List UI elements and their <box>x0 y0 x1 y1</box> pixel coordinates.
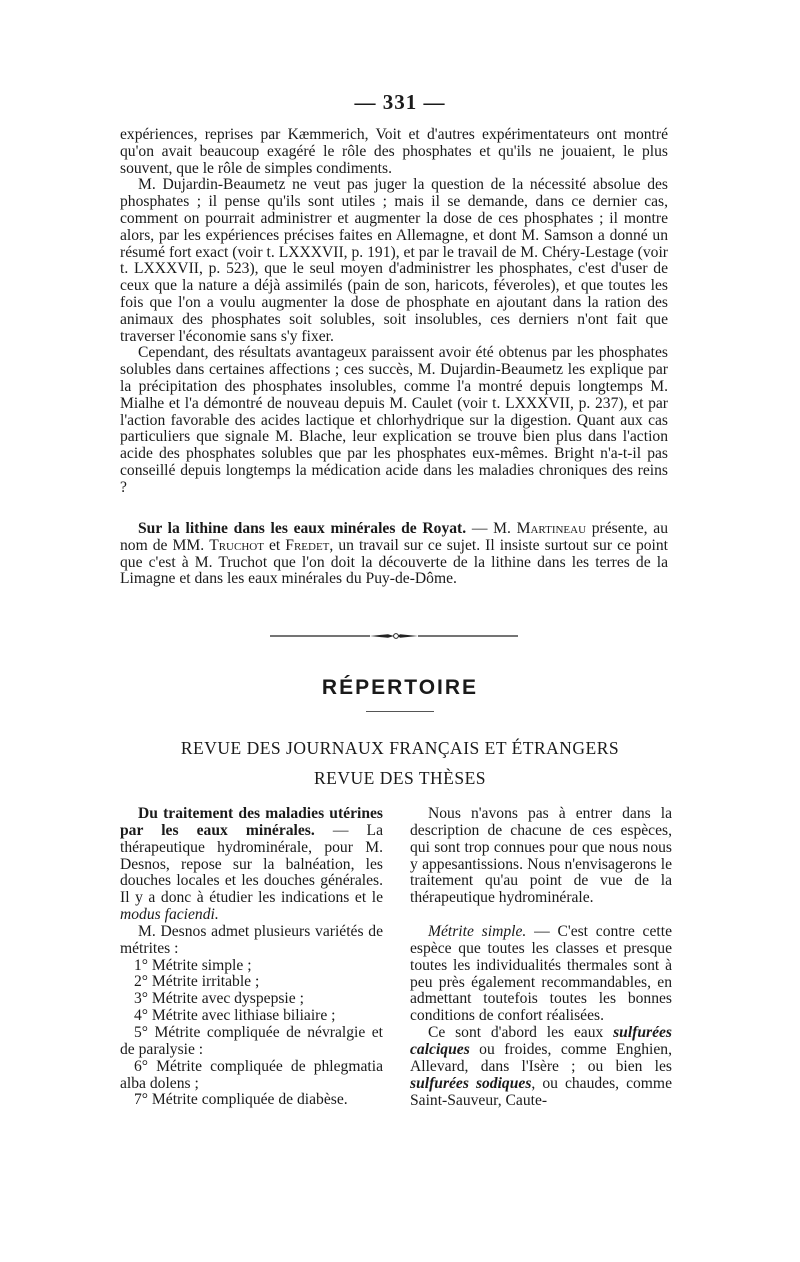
list-item: 1° Métrite simple ; <box>134 956 252 974</box>
author-fredet: Fredet <box>285 536 330 554</box>
left-column <box>120 806 383 1109</box>
lithine-title: Sur la lithine dans les eaux minérales de Royat. <box>138 520 467 537</box>
list-item: 2° Métrite irritable ; <box>134 973 260 991</box>
lithine-paragraph: Sur la lithine dans les eaux minérales de Royat. — M. Martineau présente, au nom de MM. Truchot et Fredet, un travail sur ce sujet. Il insiste surtout sur ce point que c'est à M. Truchot que l'on doit la découverte de la lithine dans les terres de la Limagne et dans les eaux minérales du Puy-de-Dôme. <box>120 520 669 588</box>
right-column <box>410 806 672 1109</box>
repertoire-heading: RÉPERTOIRE <box>321 676 479 699</box>
intro-paragraph-2: M. Dujardin-Beaumetz ne veut pas juger la question de la nécessité absolue des phosphates ; il pense qu'ils sont utiles ; mais il se demande, dans ce dernier cas, comment on pourrait administrer et augmenter la dose de ces phosphates ; il montre alors, par les expériences précises faites en Allemagne, et dont M. Samson a donné un résumé fort exact (voir t. LXXXVII, p. 191), et par le travail de M. Chéry-Lestage (voir t. LXXXVII, p. 523), que le seul moyen d'administrer les phosphates, c'est d'user de ceux que la nature a déjà assimilés (pain de son, haricots, féveroles), et que toutes les fois que l'on a voulu augmenter la dose de phosphate en ajoutant dans la ration des animaux des phosphates soit solubles, soit insolubles, ces derniers n'ont fait que traverser l'économie sans s'y fixer. <box>120 176 668 345</box>
revue-journaux-heading: REVUE DES JOURNAUX FRANÇAIS ET ÉTRANGERS <box>180 738 620 758</box>
author-martineau: Martineau <box>516 520 587 537</box>
page-number: — 331 — <box>354 90 446 114</box>
list-item: 4° Métrite avec lithiase biliaire ; <box>134 1007 336 1025</box>
intro-text <box>120 127 668 497</box>
metrite-simple-label: Métrite simple. <box>428 923 527 941</box>
intro-paragraph-3: Cependant, des résultats avantageux paraissent avoir été obtenus par les phosphates solubles dans certaines affections ; ces succès, M. Dujardin-Beaumetz les explique par la précipitation des phosphates insolubles, comme l'a montré depuis longtemps M. Mialhe et l'a démontré de nouveau depuis M. Caulet (voir t. LXXXVII, p. 237), et par l'action favorable des acides lactique et chlorhydrique sur la digestion. Quant aux cas particuliers que signale M. Blache, leur explication se trouve bien plus dans l'action acide des phosphates solubles que par les phosphates eux-mêmes. Bright n'a-t-il pas conseillé depuis longtemps la médication acide dans les maladies chroniques des reins ? <box>120 344 668 496</box>
list-item: 7° Métrite compliquée de diabèse. <box>134 1091 348 1109</box>
article-intro: Du traitement des maladies utérines par les eaux minérales. — La thérapeutique hydrominérale, pour M. Desnos, repose sur la balnéation, les douches locales et les douches générales. Il y a donc à étudier les indications et le modus faciendi. <box>120 805 383 924</box>
list-item: 6° Métrite compliquée de phlegmatia alba dolens ; <box>120 1057 383 1092</box>
list-item: 5° Métrite compliquée de névralgie et de paralysie : <box>120 1023 383 1058</box>
lithine-section <box>120 521 668 588</box>
author-truchot: Truchot <box>209 536 264 554</box>
sulfurees-sodiques: sulfurées sodiques <box>410 1074 532 1092</box>
paragraph-gap <box>410 907 672 924</box>
list-item: 3° Métrite avec dyspepsie ; <box>134 990 304 1008</box>
article-title: Du traitement des maladies utérines par les eaux minérales. <box>120 805 383 839</box>
varieties-intro: M. Desnos admet plusieurs variétés de métrites : <box>120 922 383 957</box>
short-rule <box>366 711 434 712</box>
intro-paragraph-1: expériences, reprises par Kæmmerich, Voit et d'autres expérimentateurs ont montré qu'on avait beaucoup exagéré le rôle des phosphates et qu'ils ne jouaient, le plus souvent, que le rôle de simples condiments. <box>120 126 668 177</box>
right-paragraph-2: Métrite simple. — C'est contre cette espèce que toutes les classes et presque toutes les individualités thermales sont à peu près également recommandables, en admettant toutefois toutes les bonnes conditions de confort réalisées. <box>410 923 672 1025</box>
right-paragraph-3: Ce sont d'abord les eaux sulfurées calciques ou froides, comme Enghien, Allevard, dans l'Isère ; ou bien les sulfurées sodiques, ou chaudes, comme Saint-Sauveur, Caute- <box>410 1024 672 1109</box>
modus-faciendi: modus faciendi. <box>120 906 219 924</box>
ornament-divider <box>270 633 518 639</box>
sulfurees-calciques: sulfurées calciques <box>410 1024 672 1058</box>
revue-theses-heading: REVUE DES THÈSES <box>314 768 486 788</box>
right-paragraph-1: Nous n'avons pas à entrer dans la description de chacune de ces espèces, qui sont trop connues pour que nous nous y appesantissions. Nous n'envisagerons le traitement qu'au point de vue de la thérapeutique hydrominérale. <box>410 805 672 907</box>
